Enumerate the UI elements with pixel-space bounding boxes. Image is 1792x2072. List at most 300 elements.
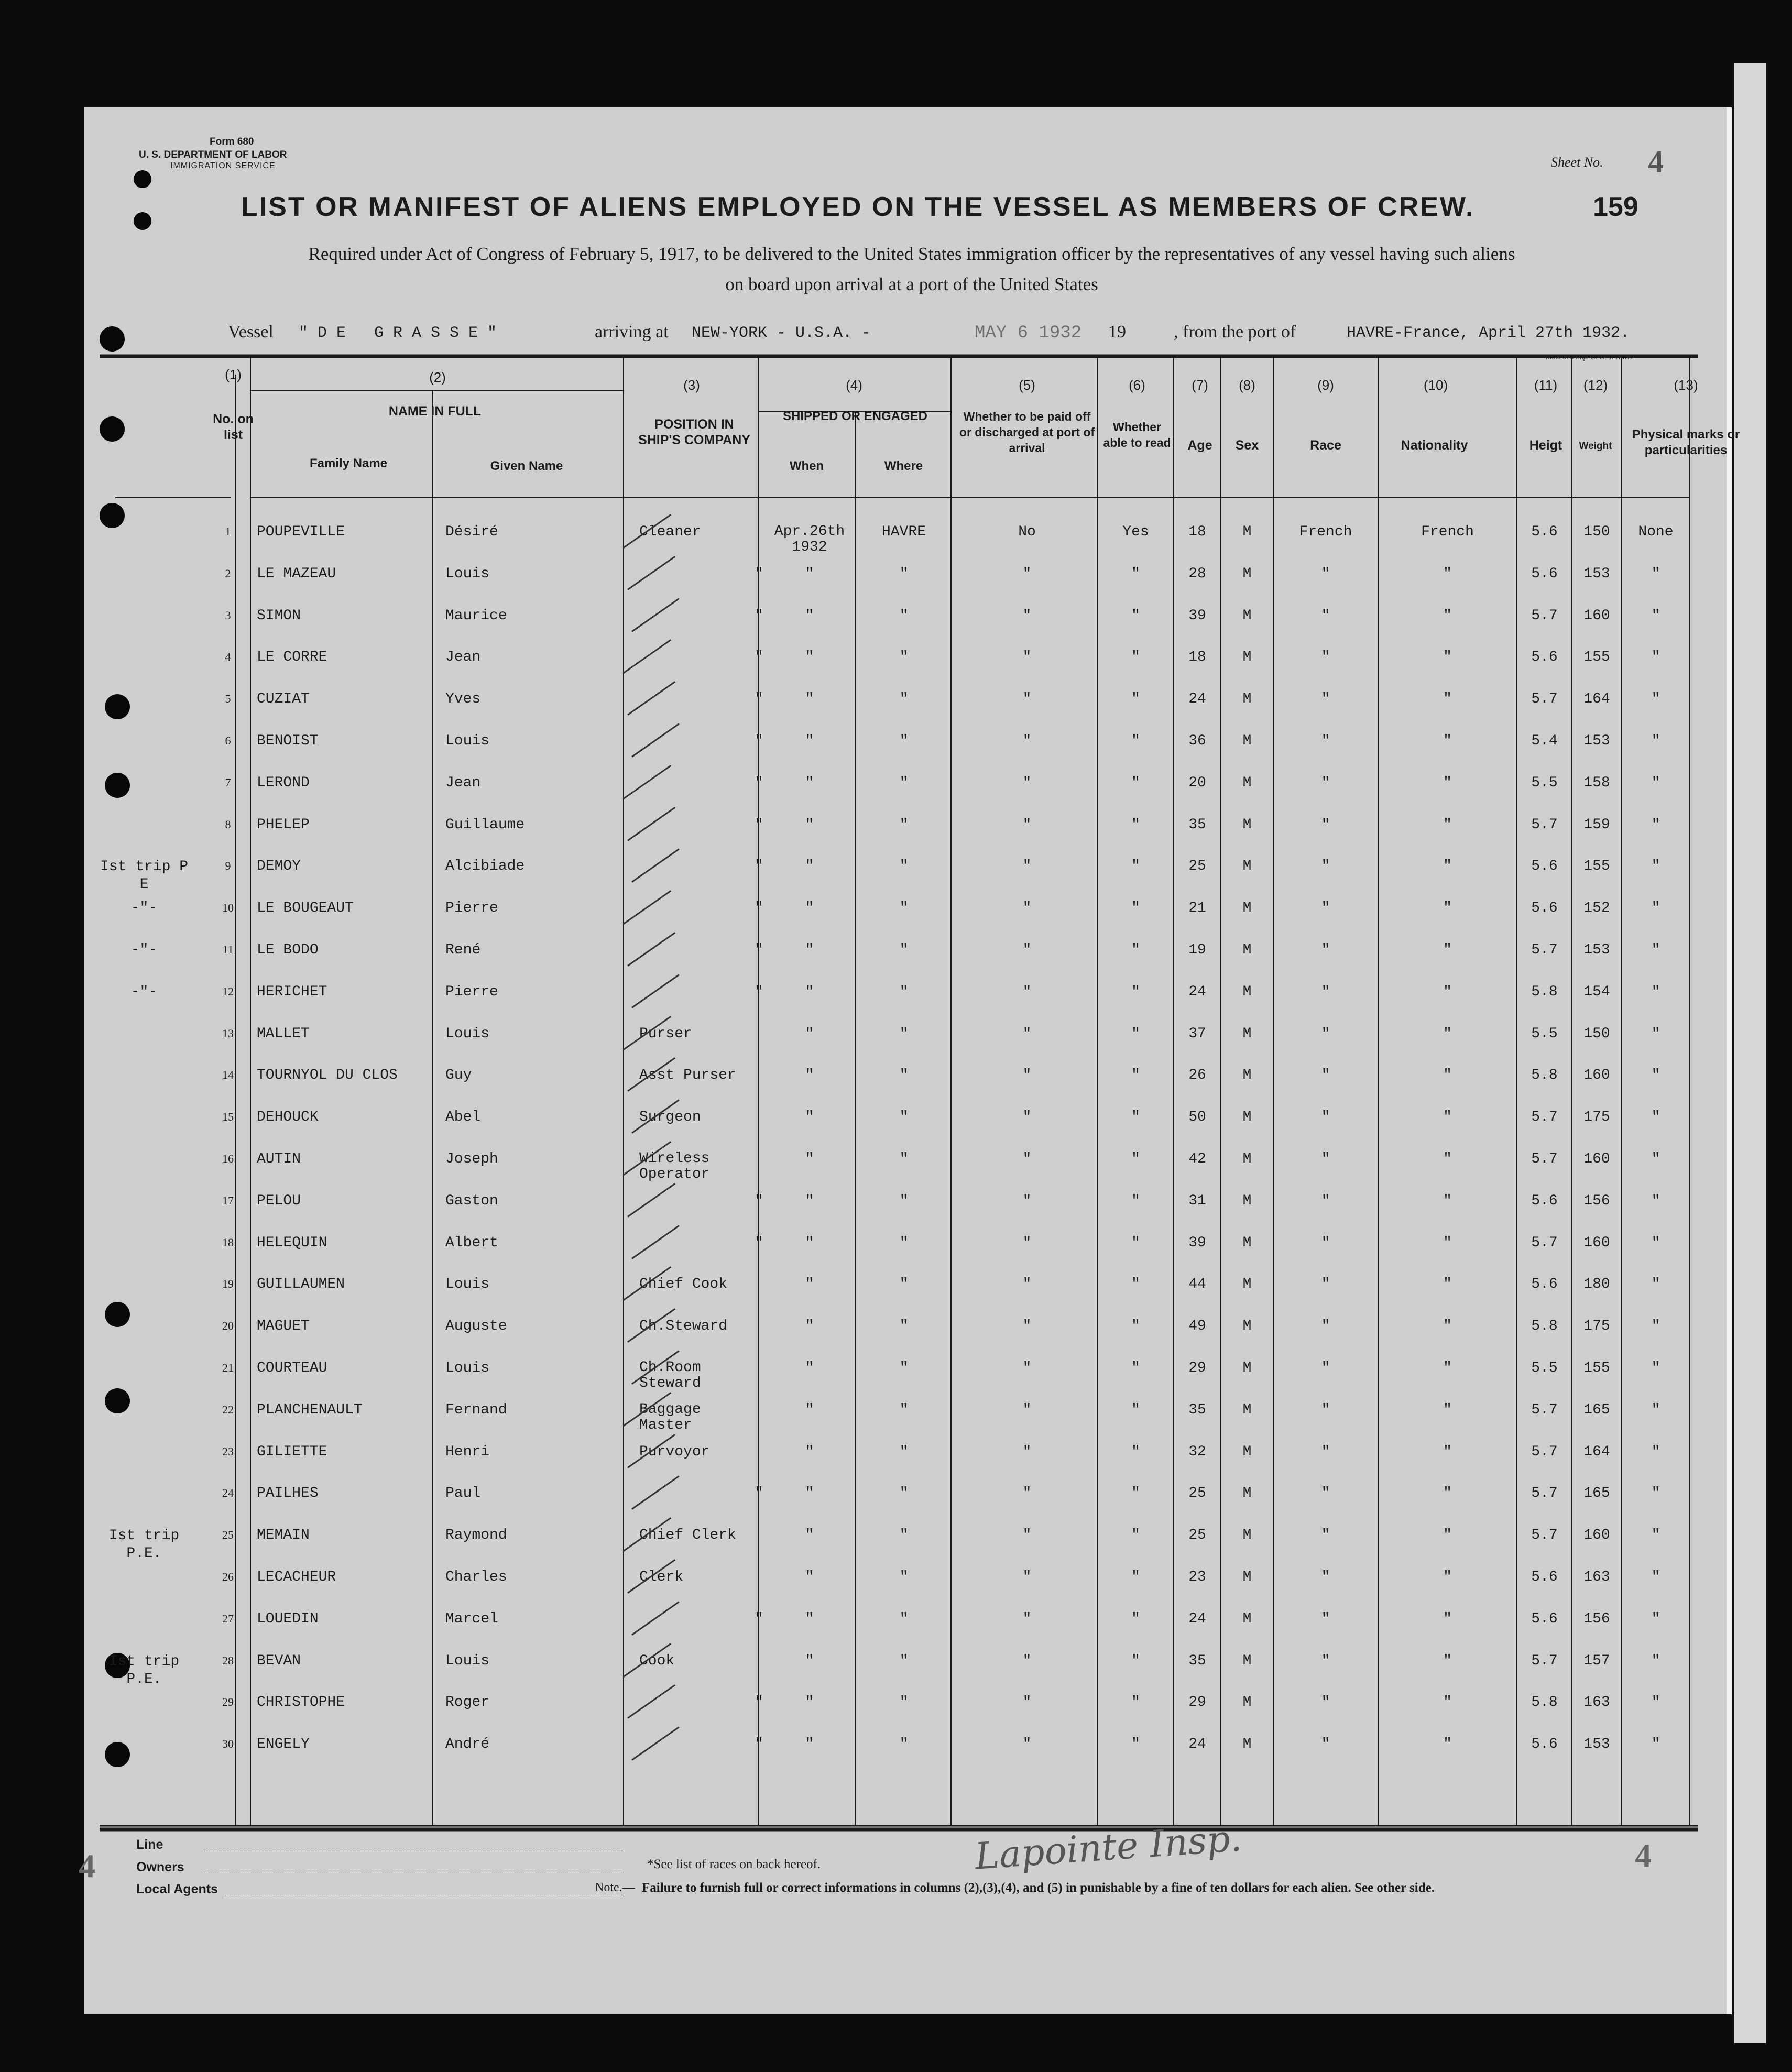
row-number: 5 <box>225 692 231 706</box>
cell-age: 32 <box>1188 1443 1206 1460</box>
cell-nationality: " <box>1443 649 1452 666</box>
cell-family-name: HELEQUIN <box>257 1234 327 1251</box>
form-number: Form 680 <box>210 136 254 147</box>
cell-nationality: " <box>1443 816 1452 833</box>
cell-sex: M <box>1242 1318 1252 1335</box>
cell-paid-off: " <box>1022 1610 1032 1627</box>
cell-weight: 152 <box>1583 900 1610 917</box>
cell-given-name: Louis <box>445 1276 490 1293</box>
cell-race: " <box>1321 1443 1330 1460</box>
cell-weight: 159 <box>1583 816 1610 833</box>
cell-nationality: " <box>1443 858 1452 875</box>
cell-position: " <box>755 1610 763 1627</box>
cell-age: 28 <box>1188 565 1206 582</box>
cell-able-to-read: " <box>1131 1736 1140 1753</box>
cell-age: 18 <box>1188 649 1206 666</box>
corner-mark: 4 <box>1635 1837 1652 1874</box>
row-number: 9 <box>225 859 231 873</box>
cell-physical-marks: " <box>1651 900 1660 917</box>
row-number: 1 <box>225 525 231 538</box>
cell-physical-marks: " <box>1651 1443 1660 1460</box>
col-2-header: NAME IN FULL <box>388 404 482 419</box>
cell-shipped-when: " <box>805 1276 814 1293</box>
cell-race: " <box>1321 983 1330 1000</box>
cell-race: " <box>1321 607 1330 624</box>
cell-sex: M <box>1242 565 1252 582</box>
cell-position: " <box>755 774 763 791</box>
cell-nationality: " <box>1443 1527 1452 1544</box>
cell-able-to-read: " <box>1131 1401 1140 1418</box>
cell-sex: M <box>1242 1192 1252 1209</box>
cell-able-to-read: " <box>1131 900 1140 917</box>
cell-height: 5.6 <box>1531 1610 1558 1627</box>
cell-physical-marks: " <box>1651 733 1660 749</box>
cell-height: 5.6 <box>1531 1569 1558 1585</box>
cell-height: 5.7 <box>1531 1443 1558 1460</box>
cell-height: 5.4 <box>1531 733 1558 749</box>
cell-shipped-where: " <box>899 1109 909 1126</box>
cell-height: 5.7 <box>1531 607 1558 624</box>
cell-paid-off: " <box>1022 1192 1032 1209</box>
cell-race: " <box>1321 1151 1330 1167</box>
cell-family-name: PAILHES <box>257 1485 319 1502</box>
cell-physical-marks: " <box>1651 1485 1660 1502</box>
cell-shipped-where: " <box>899 1360 909 1376</box>
cell-shipped-when: " <box>805 1192 814 1209</box>
cell-family-name: LEROND <box>257 774 310 791</box>
col-4b-header: Where <box>884 459 923 473</box>
cell-age: 26 <box>1188 1067 1206 1084</box>
cell-family-name: PHELEP <box>257 816 310 833</box>
cell-physical-marks: " <box>1651 1151 1660 1167</box>
cell-race: " <box>1321 649 1330 666</box>
cell-family-name: PLANCHENAULT <box>257 1401 363 1418</box>
cell-sex: M <box>1242 1610 1252 1627</box>
cell-paid-off: " <box>1022 1485 1032 1502</box>
cell-able-to-read: " <box>1131 774 1140 791</box>
cell-shipped-when: " <box>805 1652 814 1669</box>
col-13-header: Physical marks or particularities <box>1632 427 1740 457</box>
cell-shipped-when: " <box>805 858 814 875</box>
cell-weight: 160 <box>1583 1151 1610 1167</box>
cell-age: 29 <box>1188 1694 1206 1711</box>
cell-shipped-where: " <box>899 1652 909 1669</box>
cell-position: Asst Purser <box>639 1067 736 1084</box>
cell-weight: 160 <box>1583 607 1610 624</box>
cell-position: " <box>755 1736 763 1753</box>
cell-age: 24 <box>1188 983 1206 1000</box>
cell-family-name: GUILLAUMEN <box>257 1276 345 1293</box>
manifest-sheet <box>79 107 1740 2014</box>
page-title: LIST OR MANIFEST OF ALIENS EMPLOYED ON THE VESSEL AS MEMBERS OF CREW. <box>241 192 1475 222</box>
vessel-line <box>84 322 1727 354</box>
cell-shipped-when: " <box>805 1067 814 1084</box>
cell-weight: 153 <box>1583 565 1610 582</box>
cell-weight: 150 <box>1583 1025 1610 1042</box>
date-stamp: MAY 6 1932 <box>975 323 1082 343</box>
cell-sex: M <box>1242 1485 1252 1502</box>
cell-nationality: French <box>1421 524 1474 540</box>
cell-family-name: PELOU <box>257 1192 301 1209</box>
cell-able-to-read: " <box>1131 1276 1140 1293</box>
cell-able-to-read: Yes <box>1122 524 1149 540</box>
adjacent-page-edge <box>1734 63 1766 2043</box>
cell-family-name: LE BOUGEAUT <box>257 900 354 917</box>
margin-note: Ist trip P E <box>100 859 189 893</box>
cell-height: 5.7 <box>1531 1234 1558 1251</box>
year-label: 19 <box>1108 322 1126 342</box>
row-number: 10 <box>222 901 234 915</box>
cell-shipped-when: " <box>805 1360 814 1376</box>
cell-nationality: " <box>1443 1067 1452 1084</box>
cell-race: French <box>1299 524 1352 540</box>
cell-position: Clerk <box>639 1569 684 1585</box>
row-number: 24 <box>222 1486 234 1500</box>
cell-paid-off: " <box>1022 1652 1032 1669</box>
margin-note: Ist trip P.E. <box>108 1528 180 1562</box>
cell-position: " <box>755 691 763 708</box>
row-number: 30 <box>222 1737 234 1751</box>
col-10-header: Nationality <box>1401 438 1468 453</box>
arriving-port: NEW-YORK - U.S.A. - <box>692 324 871 342</box>
cell-given-name: Auguste <box>445 1318 507 1335</box>
cell-position: " <box>755 1694 763 1711</box>
cell-able-to-read: " <box>1131 1485 1140 1502</box>
row-number: 7 <box>225 775 231 789</box>
cell-paid-off: " <box>1022 1527 1032 1544</box>
cell-sex: M <box>1242 1276 1252 1293</box>
cell-race: " <box>1321 1318 1330 1335</box>
cell-paid-off: " <box>1022 942 1032 958</box>
cell-shipped-when: Apr.26th 1932 <box>774 523 845 555</box>
margin-note: -"- <box>130 983 158 1000</box>
cell-race: " <box>1321 1610 1330 1627</box>
row-number: 6 <box>225 734 231 747</box>
cell-height: 5.5 <box>1531 774 1558 791</box>
cell-family-name: MEMAIN <box>257 1527 310 1544</box>
cell-weight: 156 <box>1583 1192 1610 1209</box>
cell-height: 5.6 <box>1531 858 1558 875</box>
cell-nationality: " <box>1443 565 1452 582</box>
cell-shipped-where: " <box>899 983 909 1000</box>
row-number: 3 <box>225 608 231 622</box>
row-number: 8 <box>225 817 231 831</box>
punch-hole <box>105 773 130 798</box>
cell-sex: M <box>1242 1736 1252 1753</box>
cell-race: " <box>1321 1192 1330 1209</box>
cell-race: " <box>1321 1652 1330 1669</box>
cell-weight: 175 <box>1583 1109 1610 1126</box>
cell-weight: 160 <box>1583 1527 1610 1544</box>
from-port-label: , from the port of <box>1174 322 1296 342</box>
cell-height: 5.7 <box>1531 1401 1558 1418</box>
cell-nationality: " <box>1443 1109 1452 1126</box>
cell-nationality: " <box>1443 1652 1452 1669</box>
row-number: 11 <box>222 943 234 956</box>
arriving-label: arriving at <box>595 322 669 342</box>
cell-nationality: " <box>1443 1151 1452 1167</box>
cell-given-name: Abel <box>445 1109 481 1126</box>
check-mark <box>623 765 671 799</box>
check-mark <box>631 1601 680 1636</box>
cell-shipped-when: " <box>805 942 814 958</box>
cell-nationality: " <box>1443 774 1452 791</box>
cell-weight: 160 <box>1583 1067 1610 1084</box>
row-number: 22 <box>222 1402 234 1416</box>
check-mark <box>631 723 680 758</box>
cell-height: 5.5 <box>1531 1360 1558 1376</box>
cell-sex: M <box>1242 1025 1252 1042</box>
check-mark <box>627 807 675 841</box>
cell-shipped-when: " <box>805 1485 814 1502</box>
cell-weight: 165 <box>1583 1401 1610 1418</box>
cell-shipped-where: " <box>899 1610 909 1627</box>
cell-race: " <box>1321 942 1330 958</box>
service-name: IMMIGRATION SERVICE <box>170 161 276 170</box>
punch-hole <box>134 170 151 188</box>
cell-sex: M <box>1242 816 1252 833</box>
cell-shipped-where: " <box>899 858 909 875</box>
cell-able-to-read: " <box>1131 983 1140 1000</box>
cell-age: 39 <box>1188 607 1206 624</box>
cell-height: 5.8 <box>1531 1694 1558 1711</box>
cell-physical-marks: " <box>1651 774 1660 791</box>
cell-physical-marks: " <box>1651 1192 1660 1209</box>
cell-paid-off: " <box>1022 900 1032 917</box>
cell-physical-marks: " <box>1651 1025 1660 1042</box>
vessel-name: " D E G R A S S E " <box>299 324 497 342</box>
cell-shipped-when: " <box>805 1694 814 1711</box>
punch-hole <box>134 212 151 230</box>
cell-given-name: Gaston <box>445 1192 498 1209</box>
cell-given-name: Guy <box>445 1067 472 1084</box>
cell-position: Surgeon <box>639 1109 701 1126</box>
col-12-header: Weight <box>1579 441 1612 452</box>
cell-sex: M <box>1242 649 1252 666</box>
cell-able-to-read: " <box>1131 1234 1140 1251</box>
col-1-header: No. on list <box>213 412 254 442</box>
cell-paid-off: " <box>1022 1360 1032 1376</box>
cell-given-name: Raymond <box>445 1527 507 1544</box>
requirement-line: on board upon arrival at a port of the United States <box>725 274 1098 294</box>
cell-sex: M <box>1242 942 1252 958</box>
cell-age: 35 <box>1188 1401 1206 1418</box>
cell-given-name: Alcibiade <box>445 858 525 875</box>
cell-family-name: DEMOY <box>257 858 301 875</box>
note-text: Failure to furnish full or correct informations in columns (2),(3),(4), and (5) in punishable by a fine of ten dollars for each alien. See other side. <box>642 1881 1435 1895</box>
cell-shipped-where: " <box>899 733 909 749</box>
cell-given-name: Louis <box>445 565 490 582</box>
cell-shipped-when: " <box>805 1151 814 1167</box>
cell-shipped-where: " <box>899 1276 909 1293</box>
cell-given-name: André <box>445 1736 490 1753</box>
cell-height: 5.6 <box>1531 1276 1558 1293</box>
cell-nationality: " <box>1443 1360 1452 1376</box>
sheet-label: Sheet No. <box>1551 155 1603 170</box>
cell-age: 18 <box>1188 524 1206 540</box>
cell-sex: M <box>1242 607 1252 624</box>
cell-shipped-when: " <box>805 1610 814 1627</box>
cell-height: 5.7 <box>1531 1485 1558 1502</box>
cell-nationality: " <box>1443 1485 1452 1502</box>
cell-race: " <box>1321 1736 1330 1753</box>
cell-height: 5.6 <box>1531 1192 1558 1209</box>
punch-hole <box>105 1742 130 1767</box>
cell-sex: M <box>1242 1067 1252 1084</box>
cell-paid-off: " <box>1022 607 1032 624</box>
cell-paid-off: " <box>1022 1318 1032 1335</box>
cell-paid-off: " <box>1022 774 1032 791</box>
cell-family-name: MAGUET <box>257 1318 310 1335</box>
cell-physical-marks: " <box>1651 983 1660 1000</box>
cell-weight: 175 <box>1583 1318 1610 1335</box>
cell-sex: M <box>1242 983 1252 1000</box>
col-5-header: Whether to be paid off or discharged at port of arrival <box>959 410 1095 455</box>
cell-physical-marks: " <box>1651 649 1660 666</box>
col-2a-header: Family Name <box>309 456 388 470</box>
cell-able-to-read: " <box>1131 1652 1140 1669</box>
cell-shipped-where: " <box>899 1485 909 1502</box>
cell-given-name: Joseph <box>445 1151 498 1167</box>
cell-weight: 164 <box>1583 1443 1610 1460</box>
cell-family-name: LE BODO <box>257 942 319 958</box>
cell-shipped-where: " <box>899 774 909 791</box>
cell-paid-off: " <box>1022 1151 1032 1167</box>
cell-shipped-where: " <box>899 816 909 833</box>
cell-nationality: " <box>1443 1192 1452 1209</box>
cell-given-name: Pierre <box>445 983 498 1000</box>
cell-height: 5.6 <box>1531 565 1558 582</box>
cell-weight: 180 <box>1583 1276 1610 1293</box>
cell-nationality: " <box>1443 691 1452 708</box>
cell-height: 5.7 <box>1531 942 1558 958</box>
cell-shipped-where: " <box>899 1192 909 1209</box>
cell-weight: 153 <box>1583 942 1610 958</box>
cell-shipped-when: " <box>805 1234 814 1251</box>
cell-shipped-when: " <box>805 900 814 917</box>
cell-paid-off: " <box>1022 1694 1032 1711</box>
cell-height: 5.6 <box>1531 649 1558 666</box>
cell-age: 25 <box>1188 1527 1206 1544</box>
cell-shipped-where: " <box>899 1401 909 1418</box>
cell-physical-marks: " <box>1651 1067 1660 1084</box>
cell-able-to-read: " <box>1131 733 1140 749</box>
cell-weight: 163 <box>1583 1569 1610 1585</box>
cell-given-name: Fernand <box>445 1401 507 1418</box>
cell-paid-off: " <box>1022 1067 1032 1084</box>
cell-nationality: " <box>1443 1234 1452 1251</box>
cell-paid-off: " <box>1022 649 1032 666</box>
cell-position: Chief Cook <box>639 1276 728 1293</box>
cell-sex: M <box>1242 733 1252 749</box>
cell-physical-marks: " <box>1651 607 1660 624</box>
cell-physical-marks: " <box>1651 1652 1660 1669</box>
col-4-number: (4) <box>846 377 862 393</box>
cell-age: 35 <box>1188 816 1206 833</box>
cell-able-to-read: " <box>1131 1569 1140 1585</box>
cell-paid-off: " <box>1022 1736 1032 1753</box>
cell-nationality: " <box>1443 1569 1452 1585</box>
cell-able-to-read: " <box>1131 565 1140 582</box>
cell-family-name: SIMON <box>257 607 301 624</box>
cell-physical-marks: " <box>1651 1736 1660 1753</box>
cell-weight: 153 <box>1583 1736 1610 1753</box>
cell-family-name: GILIETTE <box>257 1443 327 1460</box>
cell-position: " <box>755 983 763 1000</box>
check-mark <box>631 598 680 632</box>
cell-shipped-when: " <box>805 649 814 666</box>
margin-note: -"- <box>130 942 158 958</box>
cell-age: 44 <box>1188 1276 1206 1293</box>
cell-physical-marks: " <box>1651 1694 1660 1711</box>
cell-position: " <box>755 565 763 582</box>
cell-age: 25 <box>1188 858 1206 875</box>
row-number: 27 <box>222 1611 234 1625</box>
cell-family-name: BENOIST <box>257 733 319 749</box>
cell-height: 5.6 <box>1531 1736 1558 1753</box>
cell-physical-marks: " <box>1651 1610 1660 1627</box>
cell-height: 5.7 <box>1531 1109 1558 1126</box>
cell-able-to-read: " <box>1131 691 1140 708</box>
cell-race: " <box>1321 774 1330 791</box>
cell-weight: 157 <box>1583 1652 1610 1669</box>
cell-family-name: TOURNYOL DU CLOS <box>257 1067 398 1084</box>
cell-given-name: Maurice <box>445 607 507 624</box>
col-13-number: (13) <box>1674 377 1698 393</box>
cell-family-name: MALLET <box>257 1025 310 1042</box>
row-number: 23 <box>222 1444 234 1458</box>
cell-weight: 153 <box>1583 733 1610 749</box>
row-number: 14 <box>222 1068 234 1082</box>
cell-shipped-where: " <box>899 1694 909 1711</box>
cell-sex: M <box>1242 1109 1252 1126</box>
check-mark <box>631 974 680 1008</box>
cell-race: " <box>1321 1401 1330 1418</box>
cell-nationality: " <box>1443 1401 1452 1418</box>
cell-weight: 160 <box>1583 1234 1610 1251</box>
row-number: 13 <box>222 1026 234 1040</box>
cell-race: " <box>1321 1569 1330 1585</box>
cell-physical-marks: " <box>1651 1234 1660 1251</box>
cell-physical-marks: " <box>1651 816 1660 833</box>
cell-nationality: " <box>1443 1443 1452 1460</box>
cell-age: 24 <box>1188 1736 1206 1753</box>
cell-age: 21 <box>1188 900 1206 917</box>
cell-position: Cleaner <box>639 524 701 540</box>
cell-shipped-where: " <box>899 565 909 582</box>
cell-shipped-where: " <box>899 607 909 624</box>
local-agents-label: Local Agents <box>136 1882 218 1896</box>
cell-paid-off: " <box>1022 1443 1032 1460</box>
row-number: 16 <box>222 1152 234 1165</box>
cell-sex: M <box>1242 691 1252 708</box>
col-8-number: (8) <box>1239 377 1255 393</box>
col-9-number: (9) <box>1317 377 1334 393</box>
cell-height: 5.6 <box>1531 900 1558 917</box>
cell-shipped-when: " <box>805 1569 814 1585</box>
cell-weight: 154 <box>1583 983 1610 1000</box>
cell-sex: M <box>1242 1652 1252 1669</box>
col-11-header: Heigt <box>1529 438 1562 453</box>
cell-given-name: René <box>445 942 481 958</box>
cell-paid-off: " <box>1022 1025 1032 1042</box>
cell-age: 37 <box>1188 1025 1206 1042</box>
cell-race: " <box>1321 816 1330 833</box>
cell-position: " <box>755 942 763 958</box>
cell-able-to-read: " <box>1131 1527 1140 1544</box>
cell-age: 39 <box>1188 1234 1206 1251</box>
cell-sex: M <box>1242 1234 1252 1251</box>
